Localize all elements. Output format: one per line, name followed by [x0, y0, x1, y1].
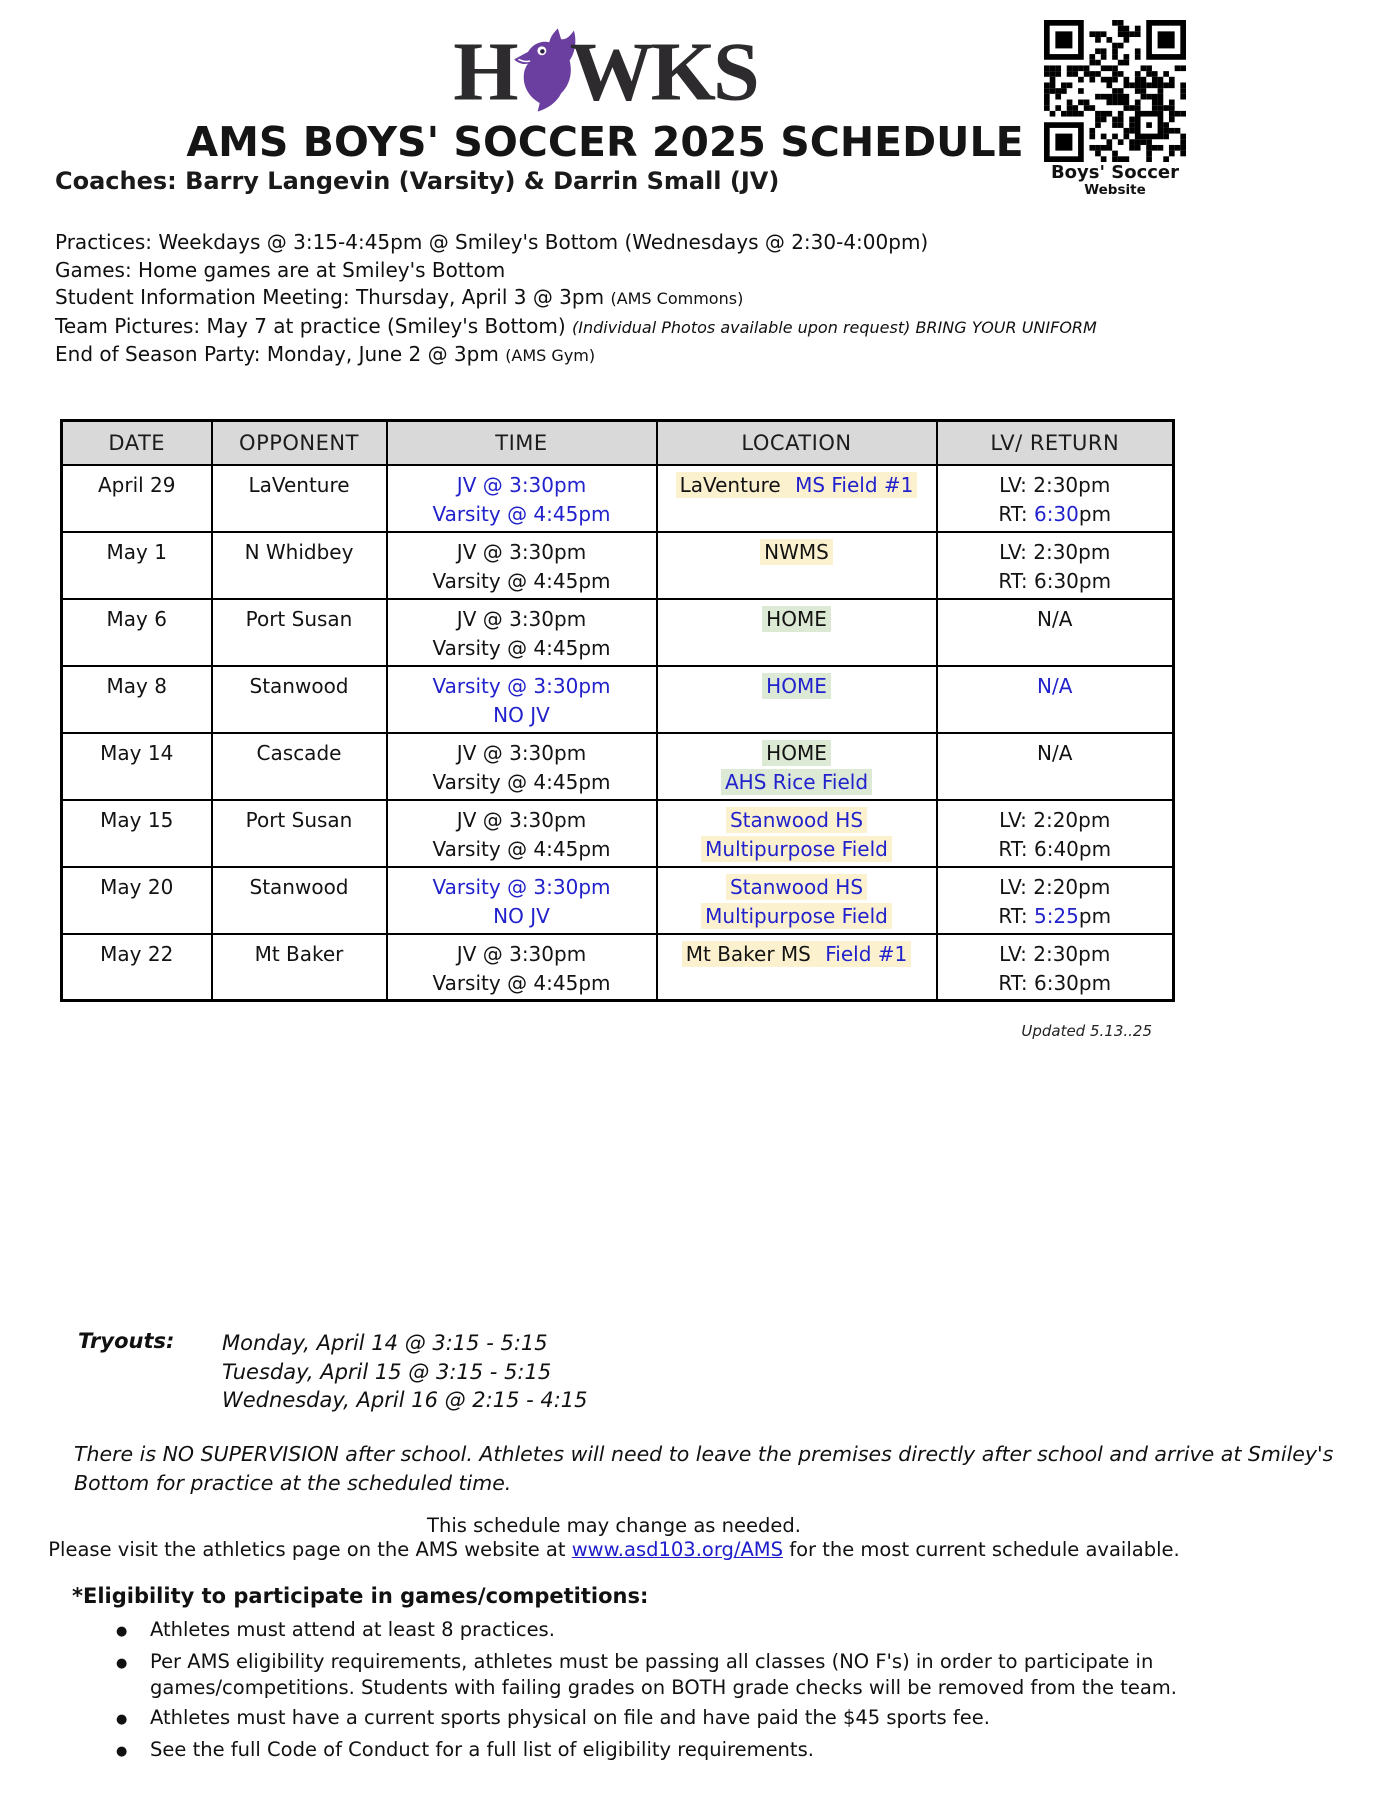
- supervision-note: There is NO SUPERVISION after school. Athletes will need to leave the premises directly after school and arrive at Smiley's Bottom for practice at the scheduled time.: [74, 1442, 1334, 1495]
- cell-line: [388, 672, 656, 701]
- cell-opponent: LaVenture: [212, 465, 387, 532]
- cell-line: [658, 538, 936, 567]
- cell-text: N/A: [1037, 740, 1073, 765]
- cell-location: [657, 867, 937, 934]
- info-line-party: End of Season Party: Monday, June 2 @ 3pm (AMS Gym): [55, 342, 596, 366]
- cell-text: LV: 2:20pm: [999, 807, 1111, 832]
- cell-text: Varsity @ 4:45pm: [432, 769, 611, 794]
- cell-text: HOME: [762, 606, 831, 632]
- cell-text: HOME: [762, 673, 831, 699]
- table-row: [62, 800, 1174, 867]
- cell-opponent: Port Susan: [212, 599, 387, 666]
- cell-line: [658, 940, 936, 969]
- info-line-practices: Practices: Weekdays @ 3:15-4:45pm @ Smiley's Bottom (Wednesdays @ 2:30-4:00pm): [55, 230, 929, 254]
- cell-line: [938, 940, 1173, 969]
- tryouts-day-1: Monday, April 14 @ 3:15 - 5:15: [222, 1331, 548, 1355]
- cell-text: Stanwood HS: [726, 874, 867, 900]
- cell-line: [938, 567, 1173, 596]
- cell-line: [388, 835, 656, 864]
- cell-text: N/A: [1037, 673, 1073, 698]
- tryouts-day-2: Tuesday, April 15 @ 3:15 - 5:15: [222, 1359, 552, 1384]
- cell-opponent: N Whidbey: [212, 532, 387, 599]
- cell-opponent: Port Susan: [212, 800, 387, 867]
- cell-text: Varsity @ 4:45pm: [432, 970, 611, 995]
- cell-line: [388, 768, 656, 797]
- header: [0, 26, 1210, 166]
- page-title: AMS BOYS' SOCCER 2025 SCHEDULE: [186, 118, 1024, 166]
- cell-text: JV @ 3:30pm: [456, 539, 587, 564]
- cell-text: Varsity @ 3:30pm: [432, 874, 611, 899]
- qr-code-icon: [1044, 20, 1186, 162]
- table-row: [62, 733, 1174, 800]
- cell-line: [938, 605, 1173, 634]
- cell-text: NO JV: [493, 903, 550, 928]
- cell-opponent: Cascade: [212, 733, 387, 800]
- cell-lv-return: [937, 934, 1174, 1001]
- column-header: LV/ RETURN: [937, 421, 1174, 465]
- info-block: [55, 229, 1097, 370]
- cell-line: [658, 471, 936, 500]
- column-header: DATE: [62, 421, 212, 465]
- cell-text: Varsity @ 4:45pm: [432, 568, 611, 593]
- hawks-logo: [0, 26, 1210, 118]
- cell-time: [387, 867, 657, 934]
- cell-text: RT: 6:40pm: [998, 836, 1112, 861]
- cell-text: RT: 6:30pm: [998, 970, 1112, 995]
- logo-letters-wks: WKS: [569, 25, 757, 119]
- cell-line: [658, 739, 936, 768]
- logo-letter-h: H: [453, 25, 516, 119]
- cell-text: pm: [1078, 501, 1112, 526]
- bullet-icon: ●: [116, 1744, 128, 1759]
- table-row: [62, 934, 1174, 1001]
- cell-text: Multipurpose Field: [701, 903, 892, 929]
- cell-line: [938, 471, 1173, 500]
- bullet-icon: ●: [116, 1656, 128, 1671]
- cell-text: Varsity @ 3:30pm: [432, 673, 611, 698]
- cell-line: [938, 806, 1173, 835]
- cell-line: [938, 538, 1173, 567]
- cell-line: [388, 634, 656, 663]
- cell-text: JV @ 3:30pm: [456, 740, 587, 765]
- schedule-table: [60, 419, 1175, 1002]
- cell-text: LV: 2:20pm: [999, 874, 1111, 899]
- cell-location: [657, 599, 937, 666]
- cell-location: [657, 800, 937, 867]
- cell-text: LaVenture: [676, 472, 791, 498]
- cell-time: [387, 666, 657, 733]
- coaches-line: Coaches: Barry Langevin (Varsity) & Darrin Small (JV): [55, 167, 780, 195]
- cell-time: [387, 934, 657, 1001]
- cell-time: [387, 800, 657, 867]
- cell-line: [388, 806, 656, 835]
- cell-lv-return: [937, 599, 1174, 666]
- cell-text: AHS Rice Field: [721, 769, 872, 795]
- info-line-games: Games: Home games are at Smiley's Bottom: [55, 257, 506, 282]
- tryouts-day-3: Wednesday, April 16 @ 2:15 - 4:15: [222, 1388, 588, 1412]
- qr-label-line2: Website: [1084, 182, 1146, 198]
- cell-text: Mt Baker MS: [682, 941, 822, 967]
- eligibility-list: [112, 1617, 1182, 1769]
- cell-line: [938, 739, 1173, 768]
- table-row: [62, 666, 1174, 733]
- eligibility-item: ● Per AMS eligibility requirements, athletes must be passing all classes (NO F's) in order to participate in games/competitions. Students with failing grades on BOTH grade checks will be removed from the team.: [112, 1649, 1182, 1701]
- cell-text: NWMS: [760, 539, 833, 565]
- table-header-row: [62, 421, 1174, 465]
- bullet-icon: ●: [116, 1624, 128, 1639]
- cell-text: 5:25: [1033, 903, 1079, 928]
- cell-text: pm: [1078, 903, 1112, 928]
- cell-date: May 14: [62, 733, 212, 800]
- schedule-table-wrap: [60, 419, 1175, 1002]
- cell-time: [387, 733, 657, 800]
- column-header: OPPONENT: [212, 421, 387, 465]
- cell-line: [658, 605, 936, 634]
- cell-location: [657, 532, 937, 599]
- cell-text: N/A: [1037, 606, 1073, 631]
- cell-line: [658, 672, 936, 701]
- cell-line: [388, 567, 656, 596]
- info-line-pictures: Team Pictures: May 7 at practice (Smiley's Bottom) (Individual Photos available upon request) BRING YOUR UNIFORM: [55, 313, 1097, 338]
- cell-text: HOME: [762, 740, 831, 766]
- cell-text: Multipurpose Field: [701, 836, 892, 862]
- cell-line: [658, 835, 936, 864]
- cell-date: May 15: [62, 800, 212, 867]
- cell-location: [657, 733, 937, 800]
- tryouts-label: Tryouts:: [78, 1329, 175, 1353]
- cell-date: May 8: [62, 666, 212, 733]
- table-row: [62, 867, 1174, 934]
- cell-line: [388, 605, 656, 634]
- eligibility-heading: *Eligibility to participate in games/competitions:: [72, 1584, 649, 1608]
- qr-block: [1038, 20, 1192, 197]
- cell-text: Varsity @ 4:45pm: [432, 501, 611, 526]
- cell-line: [388, 538, 656, 567]
- cell-line: [388, 969, 656, 998]
- tryouts-schedule: [222, 1329, 588, 1415]
- cell-line: [388, 500, 656, 529]
- cell-line: [938, 835, 1173, 864]
- cell-opponent: Stanwood: [212, 666, 387, 733]
- cell-line: [938, 672, 1173, 701]
- cell-text: JV @ 3:30pm: [456, 941, 587, 966]
- cell-lv-return: [937, 465, 1174, 532]
- cell-line: [388, 873, 656, 902]
- cell-text: RT: 6:30pm: [998, 568, 1112, 593]
- cell-lv-return: [937, 532, 1174, 599]
- cell-text: JV @ 3:30pm: [456, 807, 587, 832]
- cell-text: 6:30: [1033, 501, 1079, 526]
- eligibility-item: ● Athletes must attend at least 8 practices.: [112, 1617, 1182, 1645]
- cell-time: [387, 532, 657, 599]
- cell-line: [938, 500, 1173, 529]
- cell-text: LV: 2:30pm: [999, 539, 1111, 564]
- table-row: [62, 599, 1174, 666]
- cell-date: May 20: [62, 867, 212, 934]
- eligibility-item: ● See the full Code of Conduct for a full list of eligibility requirements.: [112, 1737, 1182, 1765]
- cell-opponent: Stanwood: [212, 867, 387, 934]
- cell-location: [657, 465, 937, 532]
- cell-line: [658, 806, 936, 835]
- cell-location: [657, 666, 937, 733]
- cell-line: [658, 768, 936, 797]
- cell-date: May 6: [62, 599, 212, 666]
- eligibility-item: ● Athletes must have a current sports physical on file and have paid the $45 sports fee.: [112, 1705, 1182, 1733]
- cell-text: Varsity @ 4:45pm: [432, 836, 611, 861]
- cell-text: RT:: [998, 903, 1034, 928]
- cell-time: [387, 599, 657, 666]
- cell-line: [938, 902, 1173, 931]
- cell-text: Varsity @ 4:45pm: [432, 635, 611, 660]
- schedule-change-notes: [0, 1514, 1228, 1562]
- cell-text: RT:: [998, 501, 1034, 526]
- cell-text: NO JV: [493, 702, 550, 727]
- info-line-meeting: Student Information Meeting: Thursday, April 3 @ 3pm (AMS Commons): [55, 285, 744, 309]
- cell-line: [938, 969, 1173, 998]
- cell-line: [388, 902, 656, 931]
- cell-line: [658, 873, 936, 902]
- cell-lv-return: [937, 867, 1174, 934]
- cell-line: [388, 701, 656, 730]
- cell-line: [388, 940, 656, 969]
- table-row: [62, 465, 1174, 532]
- cell-line: [658, 902, 936, 931]
- cell-location: [657, 934, 937, 1001]
- cell-line: [938, 873, 1173, 902]
- cell-time: [387, 465, 657, 532]
- bullet-icon: ●: [116, 1712, 128, 1727]
- cell-line: [388, 471, 656, 500]
- hawk-head-icon: [512, 27, 576, 113]
- cell-date: May 22: [62, 934, 212, 1001]
- cell-date: April 29: [62, 465, 212, 532]
- cell-text: Field #1: [821, 941, 911, 967]
- column-header: TIME: [387, 421, 657, 465]
- cell-opponent: Mt Baker: [212, 934, 387, 1001]
- cell-lv-return: [937, 800, 1174, 867]
- schedule-change-line: This schedule may change as needed.: [427, 1514, 801, 1537]
- cell-text: JV @ 3:30pm: [456, 606, 587, 631]
- cell-lv-return: [937, 733, 1174, 800]
- cell-text: LV: 2:30pm: [999, 941, 1111, 966]
- updated-note: Updated 5.13..25: [1021, 1022, 1152, 1040]
- column-header: LOCATION: [657, 421, 937, 465]
- website-line: Please visit the athletics page on the AMS website at www.asd103.org/AMS for the most current schedule available.: [48, 1538, 1180, 1561]
- cell-text: LV: 2:30pm: [999, 472, 1111, 497]
- qr-label-line1: Boys' Soccer: [1050, 162, 1180, 183]
- cell-lv-return: [937, 666, 1174, 733]
- table-row: [62, 532, 1174, 599]
- cell-text: JV @ 3:30pm: [456, 472, 587, 497]
- cell-line: [388, 739, 656, 768]
- cell-date: May 1: [62, 532, 212, 599]
- cell-text: MS Field #1: [791, 472, 917, 498]
- ams-website-link[interactable]: www.asd103.org/AMS: [571, 1538, 783, 1561]
- cell-text: Stanwood HS: [726, 807, 867, 833]
